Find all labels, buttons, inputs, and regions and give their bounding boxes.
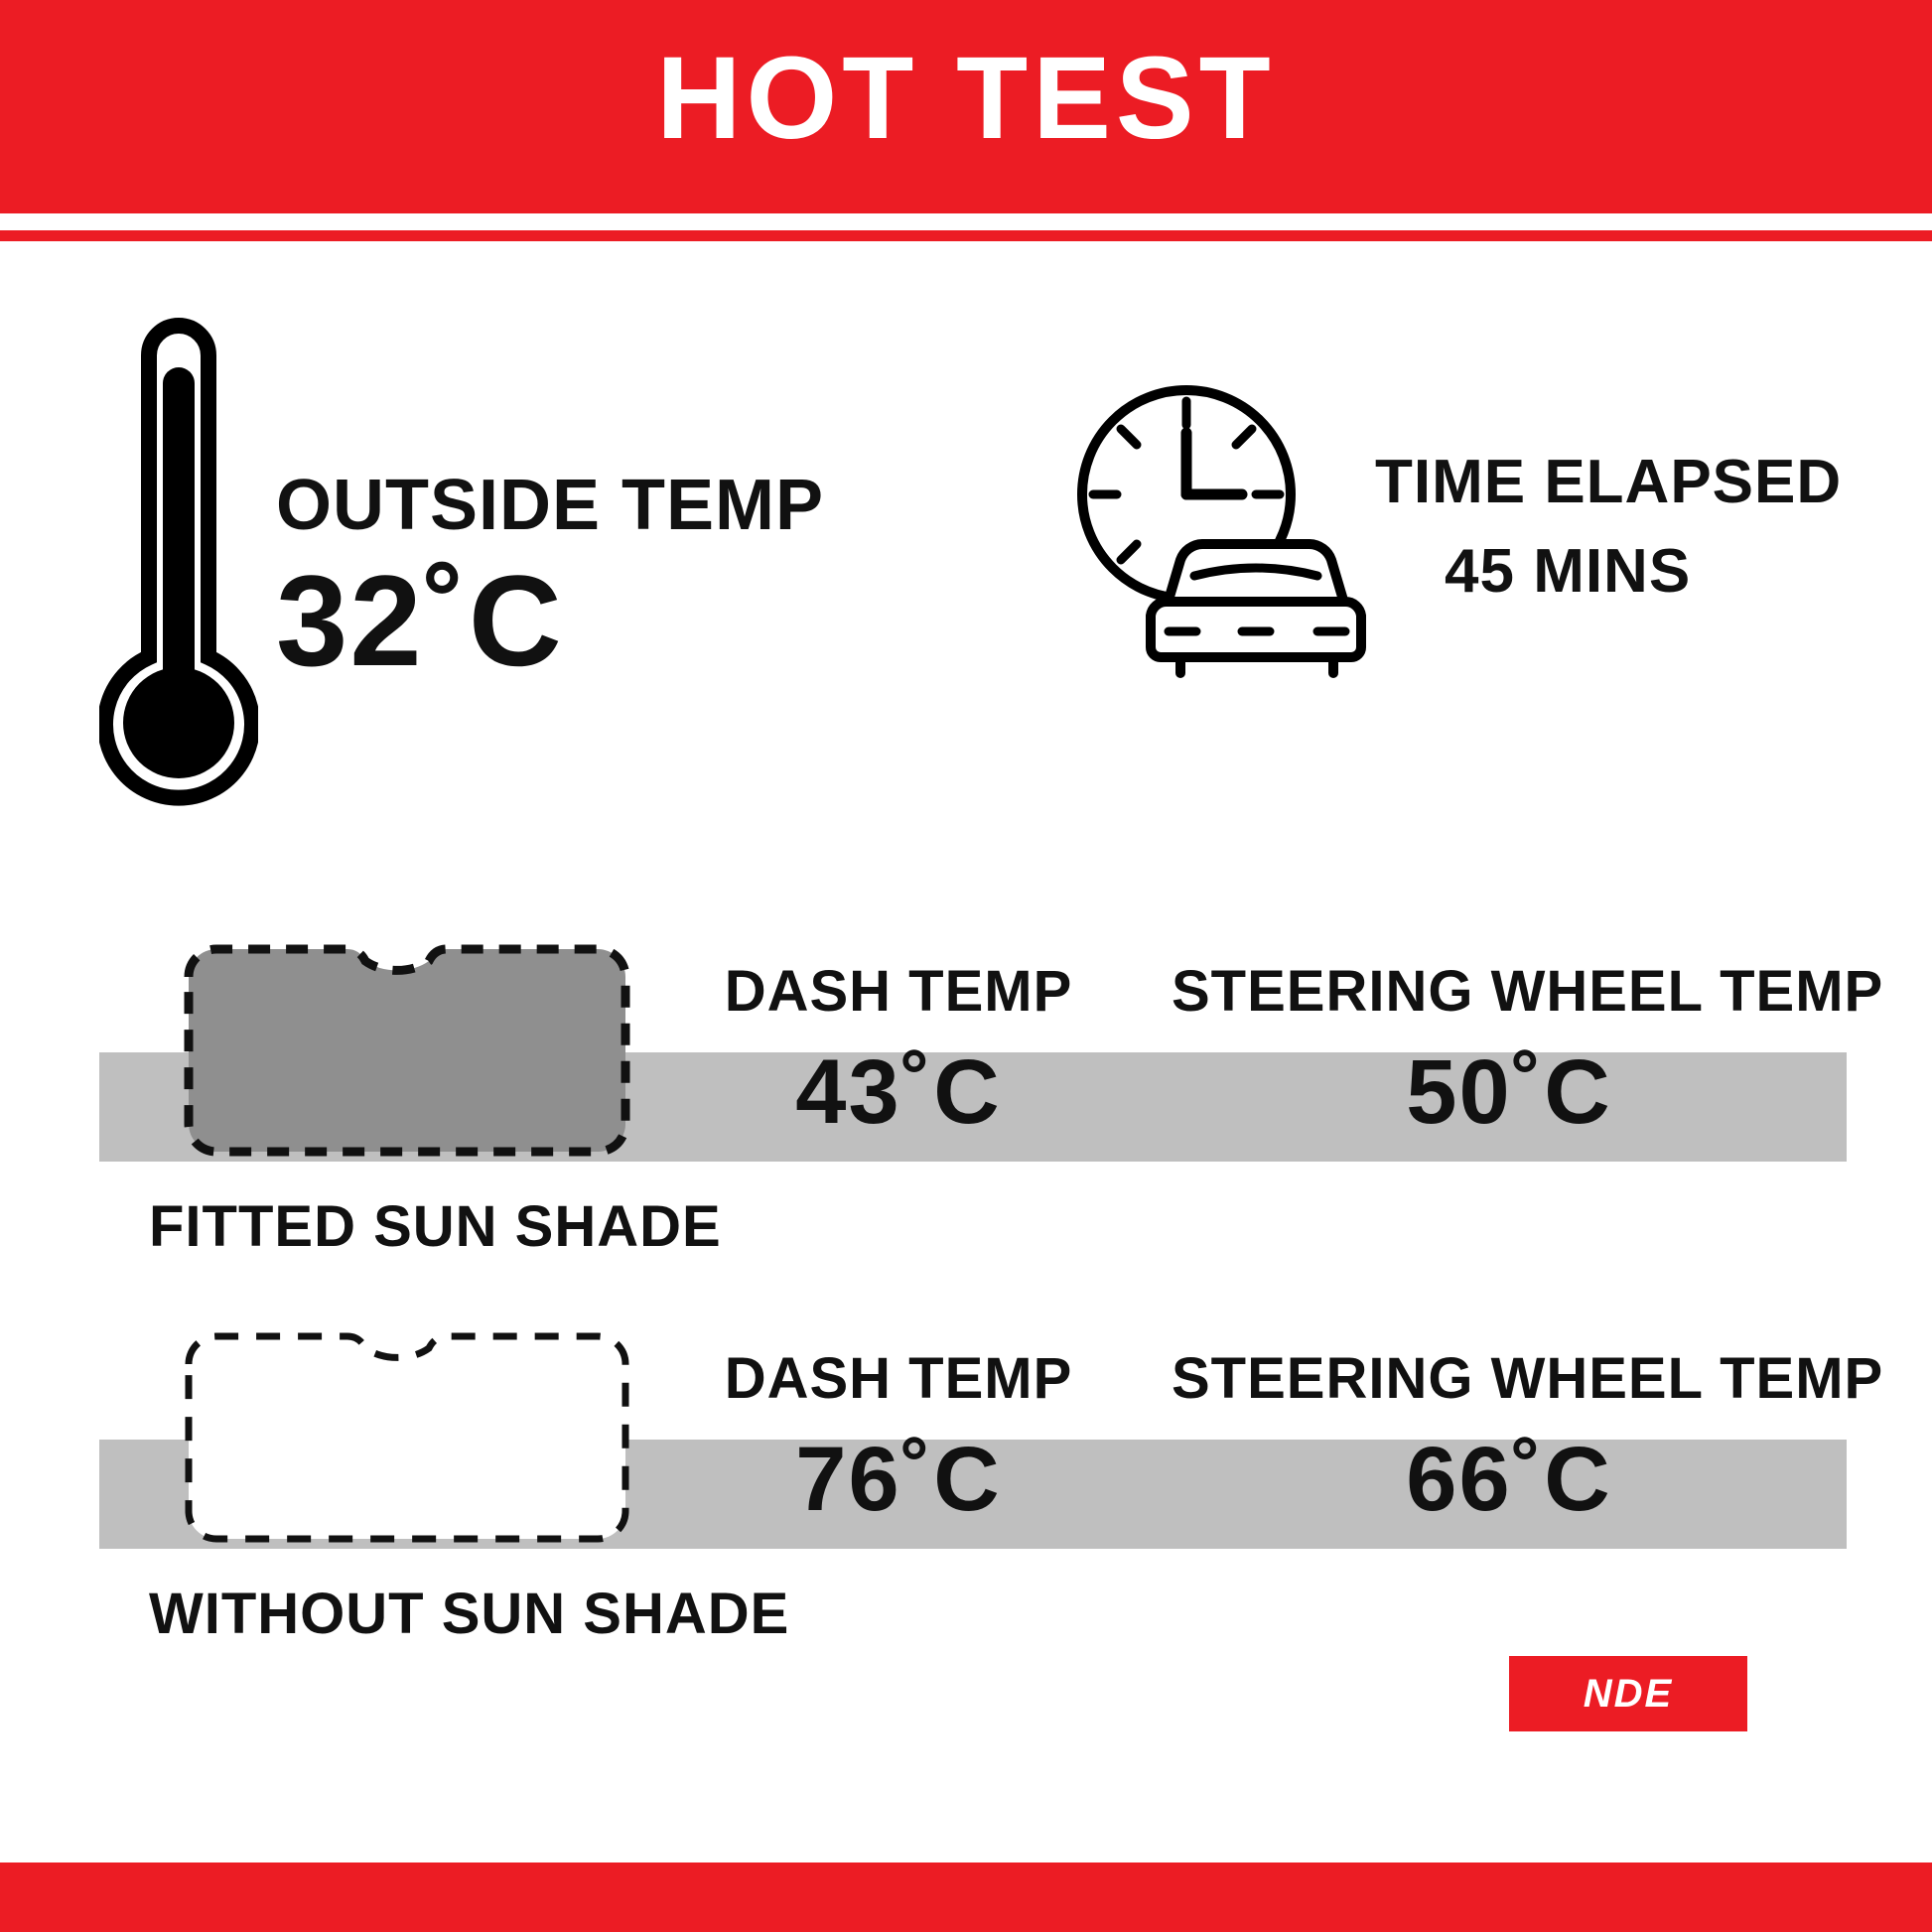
steering-wheel-temp-label: STEERING WHEEL TEMP	[1172, 1346, 1884, 1411]
dash-temp-metric-without	[685, 1346, 1112, 1530]
thermometer-icon	[99, 308, 258, 844]
dash-temp-label: DASH TEMP	[724, 1346, 1073, 1411]
dash-temp-value: 76˚C	[795, 1429, 1002, 1530]
steering-wheel-temp-value: 66˚C	[1406, 1429, 1612, 1530]
dash-temp-metric-fitted	[685, 959, 1112, 1143]
dash-temp-label: DASH TEMP	[724, 959, 1073, 1024]
brand-name: NDE	[1583, 1671, 1674, 1716]
header-divider	[0, 230, 1932, 241]
outside-temp-label: OUTSIDE TEMP	[276, 466, 825, 545]
sun-shade-filled-icon	[149, 943, 665, 1181]
row-caption-fitted: FITTED SUN SHADE	[149, 1194, 722, 1259]
dash-temp-value: 43˚C	[795, 1041, 1002, 1143]
page-title: HOT TEST	[656, 32, 1276, 164]
time-elapsed-value: 45 MINS	[1445, 537, 1692, 606]
brand-badge	[1509, 1656, 1747, 1731]
comparison-row-fitted	[0, 933, 1932, 1261]
row-caption-without: WITHOUT SUN SHADE	[149, 1582, 790, 1646]
outside-temp-value: 32˚C	[276, 548, 564, 693]
clock-car-icon	[1047, 377, 1445, 685]
sun-shade-outline-icon	[149, 1330, 665, 1569]
steering-wheel-temp-metric-fitted	[1172, 959, 1884, 1143]
steering-wheel-temp-value: 50˚C	[1406, 1041, 1612, 1143]
header-bar	[0, 0, 1932, 213]
comparison-row-without	[0, 1320, 1932, 1648]
time-elapsed-label: TIME ELAPSED	[1375, 448, 1843, 516]
steering-wheel-temp-metric-without	[1172, 1346, 1884, 1530]
steering-wheel-temp-label: STEERING WHEEL TEMP	[1172, 959, 1884, 1024]
footer-bar	[0, 1863, 1932, 1932]
